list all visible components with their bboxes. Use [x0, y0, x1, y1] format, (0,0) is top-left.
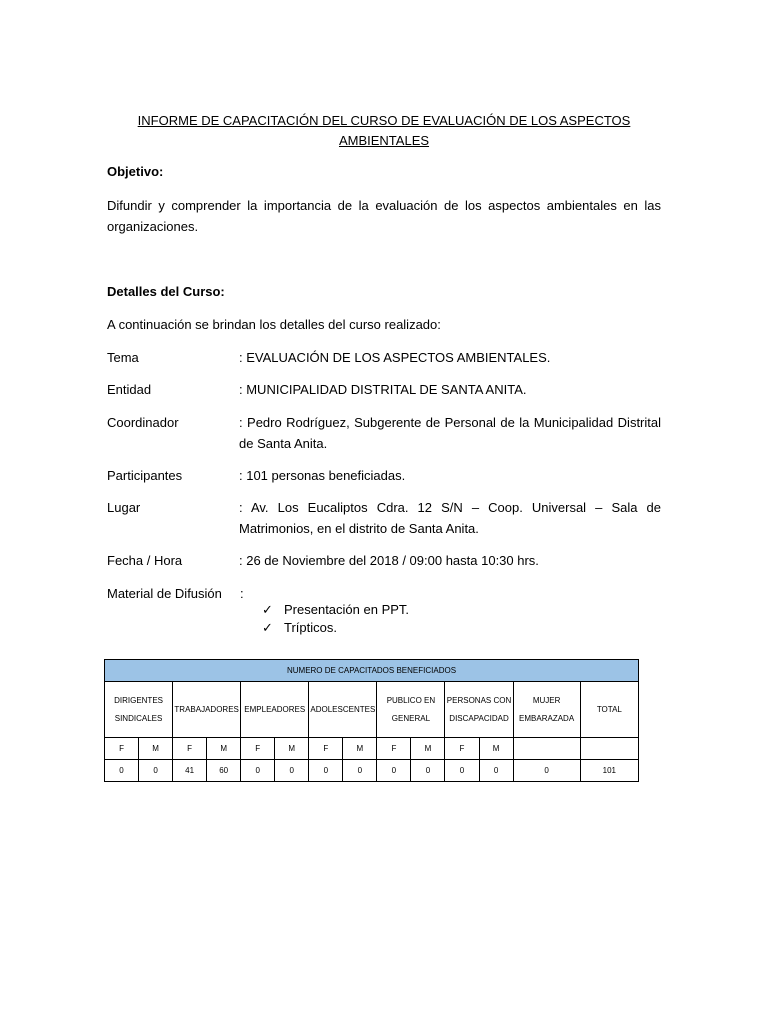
material-list [262, 601, 409, 637]
detail-label: Lugar [107, 500, 141, 515]
sex-cell: M [411, 738, 445, 760]
table-sex-row [105, 738, 639, 760]
category-cell: MUJER EMBARAZADA [513, 682, 580, 738]
sex-cell [580, 738, 638, 760]
value-cell: 0 [105, 760, 139, 782]
detail-value: : EVALUACIÓN DE LOS ASPECTOS AMBIENTALES. [239, 350, 551, 365]
table-header-row [105, 660, 639, 682]
title-line-2: AMBIENTALES [338, 133, 430, 148]
detail-label: Fecha / Hora [107, 553, 183, 568]
detail-value: : 26 de Noviembre del 2018 / 09:00 hasta 10:30 hrs. [239, 553, 539, 568]
detail-label: Coordinador [107, 415, 179, 430]
sex-cell: F [445, 738, 479, 760]
list-item-label: Presentación en PPT. [284, 602, 410, 617]
detail-label: Entidad [107, 382, 152, 397]
sex-cell: F [309, 738, 343, 760]
objetivo-text: Difundir y comprender la importancia de la evaluación de los aspectos ambientales en las organizaciones. [107, 198, 661, 234]
title-line-1: INFORME DE CAPACITACIÓN DEL CURSO DE EVALUACIÓN DE LOS ASPECTOS [137, 113, 631, 128]
table-row [105, 760, 639, 782]
category-cell: ADOLESCENTES [309, 682, 377, 738]
detail-label: Participantes [107, 468, 183, 483]
checkmark-icon: ✓ [262, 620, 273, 635]
value-cell: 0 [411, 760, 445, 782]
detail-value: : Av. Los Eucaliptos Cdra. 12 S/N – Coop. Universal – Sala de Matrimonios, en el distrito de Santa Anita. [239, 500, 661, 536]
sex-cell: M [479, 738, 513, 760]
detail-value: : [240, 586, 244, 601]
sex-cell: M [139, 738, 173, 760]
category-cell: TOTAL [580, 682, 638, 738]
category-cell: EMPLEADORES [241, 682, 309, 738]
detalles-intro: A continuación se brindan los detalles del curso realizado: [107, 317, 441, 332]
sex-cell: F [105, 738, 139, 760]
value-cell: 0 [513, 760, 580, 782]
sex-cell: M [275, 738, 309, 760]
sex-cell: M [343, 738, 377, 760]
sex-cell: F [377, 738, 411, 760]
sex-cell: M [207, 738, 241, 760]
value-cell: 0 [377, 760, 411, 782]
table-header: NUMERO DE CAPACITADOS BENEFICIADOS [105, 660, 639, 682]
value-cell: 60 [207, 760, 241, 782]
value-cell: 0 [479, 760, 513, 782]
sex-cell [513, 738, 580, 760]
value-cell: 101 [580, 760, 638, 782]
beneficiaries-table [104, 659, 639, 782]
sex-cell: F [173, 738, 207, 760]
category-cell: TRABAJADORES [173, 682, 241, 738]
list-item [262, 601, 409, 619]
list-item [262, 619, 409, 637]
value-cell: 0 [241, 760, 275, 782]
detail-label: Material de Difusión [107, 586, 222, 601]
value-cell: 0 [139, 760, 173, 782]
value-cell: 0 [445, 760, 479, 782]
sex-cell: F [241, 738, 275, 760]
table-category-row [105, 682, 639, 738]
checkmark-icon: ✓ [262, 602, 273, 617]
detail-label: Tema [107, 350, 139, 365]
objetivo-heading: Objetivo: [107, 164, 164, 179]
value-cell: 0 [343, 760, 377, 782]
detail-value: : Pedro Rodríguez, Subgerente de Personal de la Municipalidad Distrital de Santa Anita. [239, 415, 661, 451]
detail-value: : MUNICIPALIDAD DISTRITAL DE SANTA ANITA. [239, 382, 527, 397]
list-item-label: Trípticos. [284, 620, 337, 635]
value-cell: 0 [275, 760, 309, 782]
detail-value: : 101 personas beneficiadas. [239, 468, 406, 483]
detalles-heading: Detalles del Curso: [107, 284, 225, 299]
category-cell: DIRIGENTES SINDICALES [105, 682, 173, 738]
category-cell: PUBLICO EN GENERAL [377, 682, 445, 738]
category-cell: PERSONAS CON DISCAPACIDAD [445, 682, 513, 738]
value-cell: 41 [173, 760, 207, 782]
value-cell: 0 [309, 760, 343, 782]
document-title [107, 111, 661, 151]
